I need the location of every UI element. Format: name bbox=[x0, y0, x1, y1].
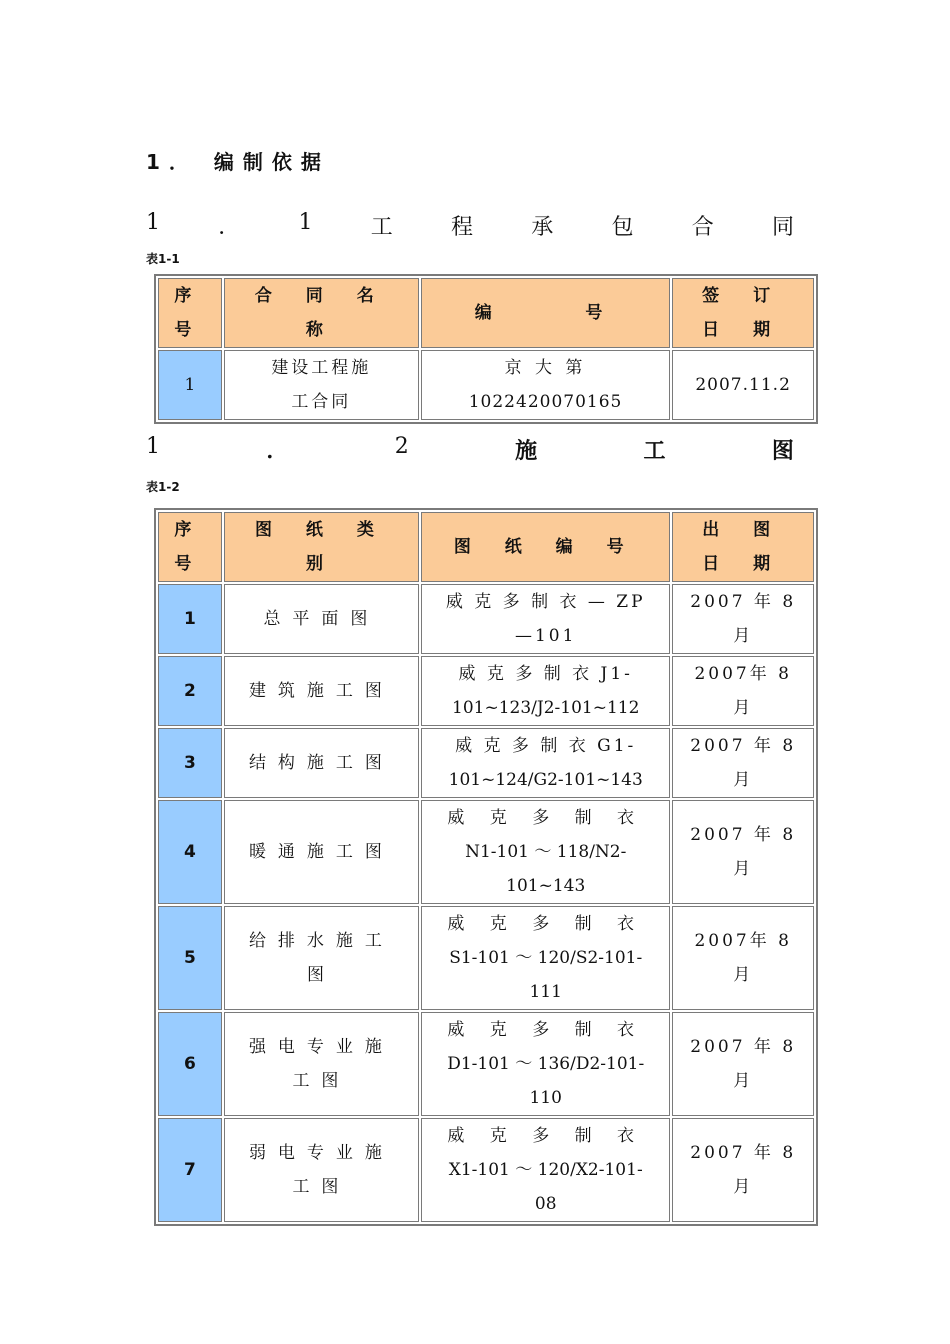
row-index: 1 bbox=[158, 584, 222, 654]
issue-date: 2007 年 8 月 bbox=[672, 1012, 814, 1116]
drawing-category: 弱电专业施 工图 bbox=[224, 1118, 419, 1222]
heading-char: 工 bbox=[370, 215, 393, 240]
drawing-category: 结构施工图 bbox=[224, 728, 419, 798]
table-row bbox=[158, 350, 814, 420]
heading-char: 1 bbox=[298, 210, 313, 235]
heading-char: 2 bbox=[394, 434, 409, 459]
drawing-code: 威 克 多 制 衣 S1-101 ～ 120/S2-101- 111 bbox=[421, 906, 670, 1010]
header-drawing-category: 图 纸 类 别 bbox=[224, 512, 419, 582]
table-row bbox=[158, 584, 814, 654]
header-code: 编 号 bbox=[421, 278, 670, 348]
sign-date: 2007.11.2 bbox=[672, 350, 814, 420]
table-row bbox=[158, 1012, 814, 1116]
drawing-code: 威 克 多 制 衣 — ZP —101 bbox=[421, 584, 670, 654]
table-row bbox=[158, 1118, 814, 1222]
row-index: 2 bbox=[158, 656, 222, 726]
header-index: 序 号 bbox=[158, 278, 222, 348]
drawing-code: 威 克 多 制 衣 X1-101 ～ 120/X2-101- 08 bbox=[421, 1118, 670, 1222]
header-issue-date: 出 图 日 期 bbox=[672, 512, 814, 582]
drawing-code: 威 克 多 制 衣 N1-101 ～ 118/N2- 101~143 bbox=[421, 800, 670, 904]
table-label-1-1: 表1-1 bbox=[146, 252, 180, 266]
row-index: 7 bbox=[158, 1118, 222, 1222]
contract-name: 建设工程施 工合同 bbox=[224, 350, 419, 420]
issue-date: 2007 年 8 月 bbox=[672, 584, 814, 654]
heading-char: 1 bbox=[146, 434, 160, 459]
heading-char: 施 bbox=[515, 438, 538, 464]
drawing-category: 给排水施工 图 bbox=[224, 906, 419, 1010]
header-index: 序 号 bbox=[158, 512, 222, 582]
heading-char: 程 bbox=[450, 215, 473, 240]
drawing-code: 威 克 多 制 衣 J1- 101~123/J2-101~112 bbox=[421, 656, 670, 726]
row-index: 1 bbox=[158, 350, 222, 420]
row-index: 6 bbox=[158, 1012, 222, 1116]
drawing-code: 威 克 多 制 衣 D1-101 ～ 136/D2-101- 110 bbox=[421, 1012, 670, 1116]
table-row bbox=[158, 728, 814, 798]
issue-date: 2007 年 8 月 bbox=[672, 1118, 814, 1222]
subsection-heading-drawings bbox=[146, 434, 794, 465]
issue-date: 2007年 8 月 bbox=[672, 906, 814, 1010]
drawings-table bbox=[154, 508, 818, 1226]
table-header-row bbox=[158, 278, 814, 348]
heading-char: 1 bbox=[146, 210, 160, 235]
drawing-category: 暖通施工图 bbox=[224, 800, 419, 904]
heading-char: 同 bbox=[771, 215, 794, 240]
row-index: 3 bbox=[158, 728, 222, 798]
table-header-row bbox=[158, 512, 814, 582]
drawing-code: 威 克 多 制 衣 G1- 101~124/G2-101~143 bbox=[421, 728, 670, 798]
section-heading-basis: 1． 编制依据 bbox=[146, 150, 330, 174]
contract-code: 京 大 第 1022420070165 bbox=[421, 350, 670, 420]
header-sign-date: 签 订 日 期 bbox=[672, 278, 814, 348]
heading-char: 工 bbox=[643, 438, 666, 464]
row-index: 4 bbox=[158, 800, 222, 904]
drawing-category: 建筑施工图 bbox=[224, 656, 419, 726]
row-index: 5 bbox=[158, 906, 222, 1010]
heading-char: 包 bbox=[611, 215, 634, 240]
heading-char: ． bbox=[266, 438, 289, 464]
table-row bbox=[158, 800, 814, 904]
heading-char: 合 bbox=[691, 215, 714, 240]
heading-char: 图 bbox=[771, 438, 794, 464]
issue-date: 2007 年 8 月 bbox=[672, 728, 814, 798]
drawing-category: 总平面图 bbox=[224, 584, 419, 654]
drawing-category: 强电专业施 工图 bbox=[224, 1012, 419, 1116]
header-drawing-code: 图 纸 编 号 bbox=[421, 512, 670, 582]
table-row bbox=[158, 906, 814, 1010]
header-contract-name: 合 同 名 称 bbox=[224, 278, 419, 348]
heading-char: 承 bbox=[531, 215, 554, 240]
issue-date: 2007 年 8 月 bbox=[672, 800, 814, 904]
heading-char: ． bbox=[218, 215, 241, 240]
issue-date: 2007年 8 月 bbox=[672, 656, 814, 726]
subsection-heading-contract bbox=[146, 210, 794, 241]
table-label-1-2: 表1-2 bbox=[146, 480, 180, 494]
contract-table bbox=[154, 274, 818, 424]
table-row bbox=[158, 656, 814, 726]
